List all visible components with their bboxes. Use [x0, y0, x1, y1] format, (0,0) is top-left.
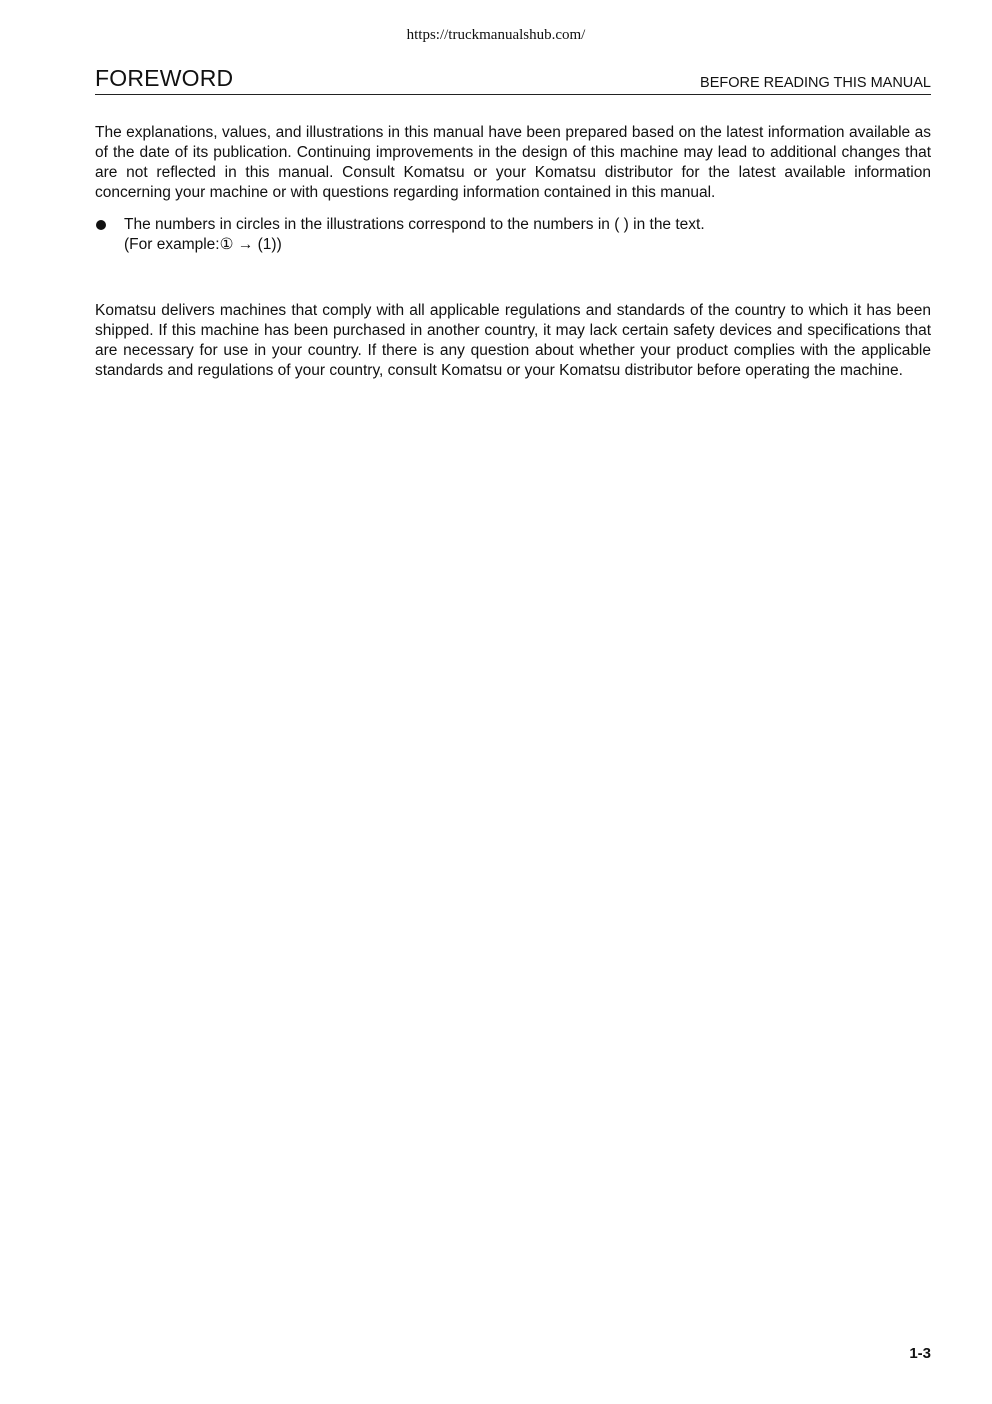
bullet-dot-icon — [96, 220, 106, 230]
page-header — [95, 66, 931, 95]
paragraph-regulations: Komatsu delivers machines that comply with all applicable regulations and standards of the country to which it has been shipped. If this machine has been purchased in another country, it may lack certain safety devices and specifications that are necessary for use in your country. If there is any question about whether your product complies with the applicable standards and regulations of your country, consult Komatsu or your Komatsu distributor before operating the machine. — [95, 302, 931, 379]
page-number: 1-3 — [909, 1345, 931, 1362]
page-title: FOREWORD — [95, 65, 234, 91]
section-title: BEFORE READING THIS MANUAL — [700, 75, 931, 91]
bullet-list — [95, 215, 931, 255]
page-content — [95, 123, 931, 381]
source-url[interactable]: https://truckmanualshub.com/ — [406, 27, 586, 43]
bullet-text: The numbers in circles in the illustrations correspond to the numbers in ( ) in the text. — [124, 216, 705, 233]
bullet-example: (For example:① → (1)) — [124, 236, 282, 253]
paragraph-explanations: The explanations, values, and illustrations in this manual have been prepared based on the latest information available as of the date of its publication. Continuing improvements in the design of this machine may lead to additional changes that are not reflected in this manual. Consult Komatsu or your Komatsu distributor for the latest available information concerning your machine or with questions regarding information contained in this manual. — [95, 124, 931, 201]
list-item — [95, 215, 931, 255]
